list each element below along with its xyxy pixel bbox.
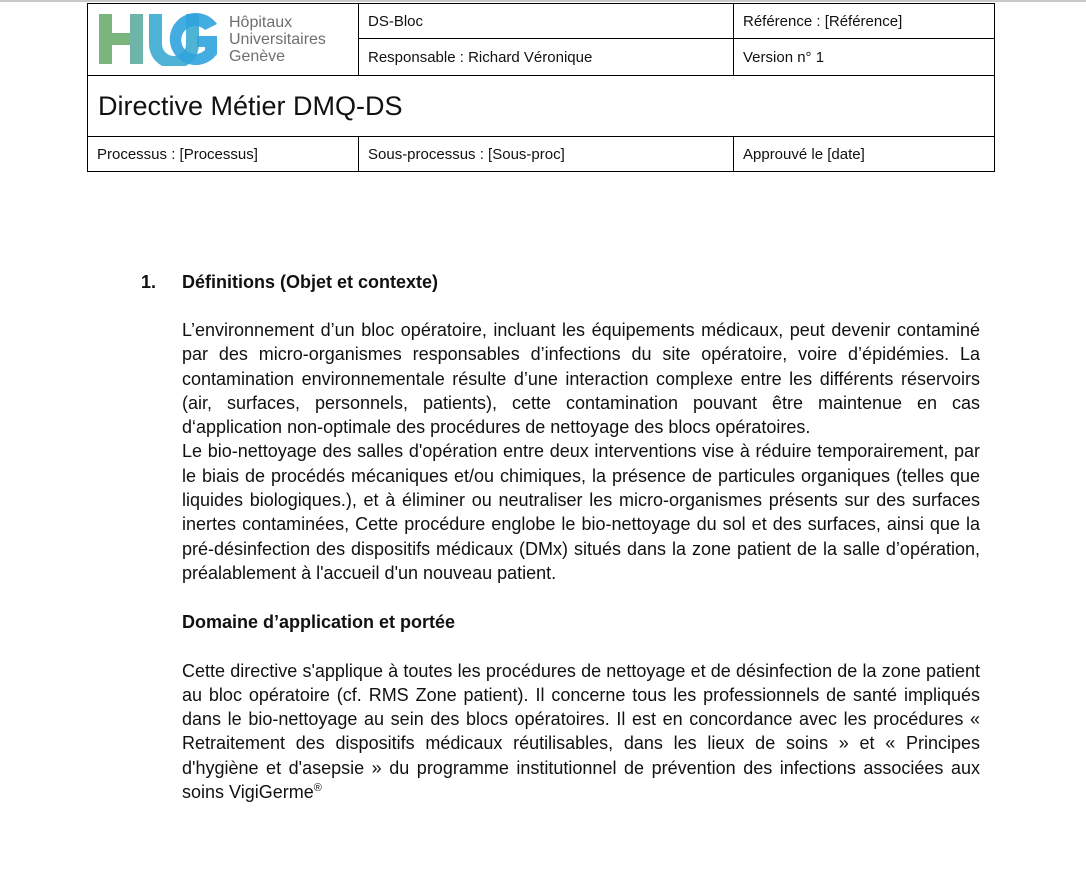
paragraph-scope-text: Cette directive s'applique à toutes les procédures de nettoyage et de désinfection de la zone patient au bloc opératoire (cf. RMS Zone patient). Il concerne tous les professionnels de santé impliqués dans le bio-nettoyage au sein des blocs opératoires. Il est en concordance avec les procédures « Retraitement des dispositifs médicaux réutilisables, dans les lieux de soins » et « Principes d'hygiène et d'asepsie » du programme institutionnel de prévention des infections associées aux soins VigiGerme [182, 660, 980, 803]
department-cell: DS-Bloc [359, 4, 734, 39]
hug-logo [99, 10, 339, 68]
document-header-table [87, 3, 995, 172]
process-cell: Processus : [Processus] [88, 137, 359, 172]
paragraph-bio-cleaning: Le bio-nettoyage des salles d'opération entre deux interventions vise à réduire temporairement, par le biais de procédés mécaniques et/ou chimiques, la présence de particules organiques (telles que liquides biologiques.), et à éliminer ou neutraliser les micro-organismes présents sur des surfaces inertes contaminées, Cette procédure englobe le bio-nettoyage du sol et des surfaces, ainsi que la pré-désinfection des dispositifs médicaux (DMx) situés dans la zone patient de la salle d’opération, préalablement à l'accueil d'un nouveau patient. [182, 441, 980, 583]
document-title: Directive Métier DMQ-DS [88, 76, 995, 137]
hug-logo-mark [99, 10, 219, 66]
logo-text [229, 14, 326, 65]
version-cell: Version n° 1 [734, 39, 995, 76]
section-definitions [141, 272, 981, 804]
responsible-cell: Responsable : Richard Véronique [359, 39, 734, 76]
paragraph-context: L’environnement d’un bloc opératoire, incluant les équipements médicaux, peut devenir contaminé par des micro-organismes responsables d’infections du site opératoire, voire d’épidémies. La contamination environnementale résulte d’une interaction complexe entre les différents réservoirs (air, surfaces, personnels, patients), cette contamination pouvant être maintenue en cas d‘application non-optimale des procédures de nettoyage des blocs opératoires. [182, 320, 980, 438]
logo-line-1: Hôpitaux [229, 14, 293, 31]
registered-mark: ® [313, 782, 322, 795]
page-top-border [0, 0, 1086, 2]
subsection-heading: Domaine d’application et portée [182, 612, 456, 633]
section-body [182, 318, 980, 804]
section-heading [141, 272, 981, 293]
logo-line-2: Universitaires [229, 31, 326, 48]
paragraph-scope [182, 659, 980, 805]
logo-cell [88, 4, 359, 76]
reference-cell: Référence : [Référence] [734, 4, 995, 39]
approved-cell: Approuvé le [date] [734, 137, 995, 172]
section-title: Définitions (Objet et contexte) [182, 272, 439, 292]
logo-line-3: Genève [229, 48, 286, 65]
section-number: 1. [141, 272, 157, 292]
subprocess-cell: Sous-processus : [Sous-proc] [359, 137, 734, 172]
